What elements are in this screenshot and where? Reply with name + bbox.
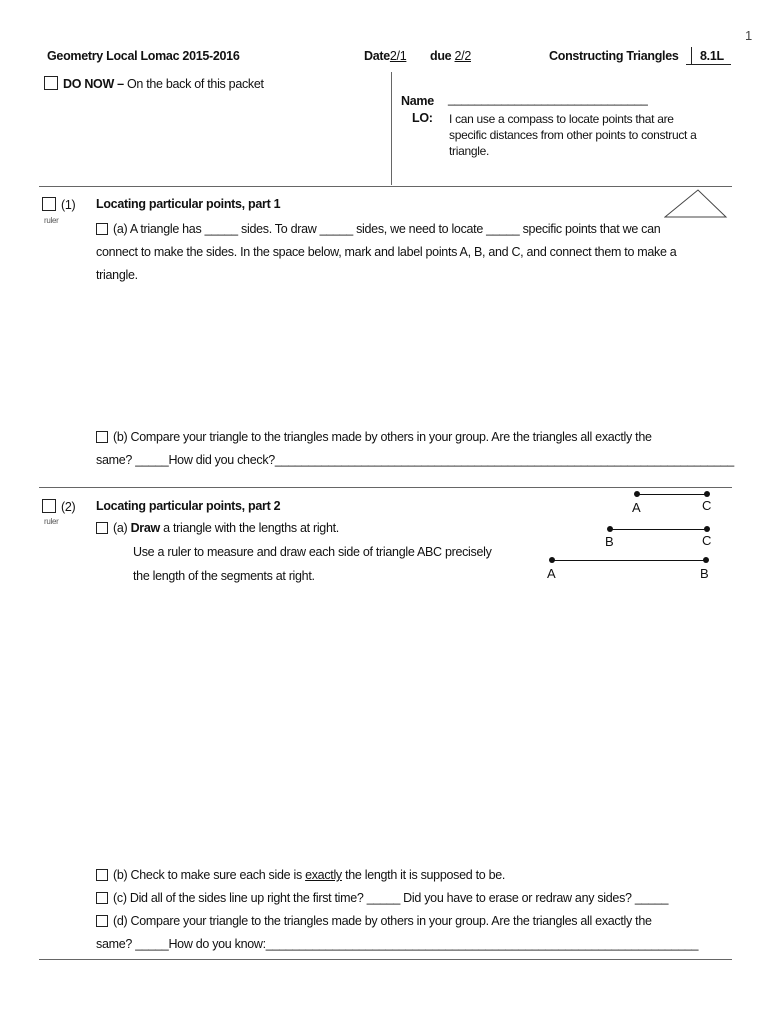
q2c-text: (c) Did all of the sides line up right the first time? _____ Did you have to erase or redraw any sides? _____ (113, 891, 669, 905)
segment-bc-right-dot (704, 526, 710, 532)
segment-bc-right-label: C (702, 533, 712, 548)
q2a-line-1 (96, 521, 339, 535)
q2b-underlined: exactly (305, 868, 342, 882)
q1a-line-3: triangle. (96, 268, 138, 282)
code-underline (686, 64, 731, 65)
q1-part-b (96, 426, 736, 472)
segment-ab-line (552, 560, 706, 561)
q2-title: Locating particular points, part 2 (96, 499, 281, 513)
code-divider (691, 47, 692, 64)
segment-ab-left-dot (549, 557, 555, 563)
q2-checkbox[interactable] (42, 499, 56, 513)
lo-label: LO: (412, 111, 433, 125)
segment-ac-right-label: C (702, 498, 712, 513)
lesson-code: 8.1L (700, 49, 724, 63)
segment-bc-left-label: B (605, 534, 614, 549)
due-value: 2/2 (454, 49, 471, 63)
divider-1 (39, 186, 732, 187)
q1a-line-2: connect to make the sides. In the space below, mark and label points A, B, and C, and connect them to make a (96, 245, 677, 259)
q2d (96, 910, 736, 933)
q2a-rest: a triangle with the lengths at right. (163, 521, 339, 535)
course-title: Geometry Local Lomac 2015-2016 (47, 49, 240, 63)
q1-tool: ruler (44, 216, 59, 225)
q2d-checkbox[interactable] (96, 915, 108, 927)
q2a-line-2: Use a ruler to measure and draw each side of triangle ABC precisely (133, 545, 492, 559)
q1-part-a (96, 218, 736, 287)
q2c (96, 887, 736, 910)
name-label: Name (401, 94, 434, 108)
segment-bc-left-dot (607, 526, 613, 532)
date-label: Date (364, 49, 390, 63)
lo-line-3: triangle. (449, 144, 489, 158)
due-field (430, 49, 471, 63)
q1a-checkbox[interactable] (96, 223, 108, 235)
date-value: 2/1 (389, 49, 407, 63)
q2d-line-2: same? _____How do you know:_________________________________________________________________ (96, 937, 699, 951)
q2-number (42, 499, 75, 514)
q1b-line-2: same? _____How did you check?_____________________________________________________________________ (96, 453, 734, 467)
do-now-label: DO NOW – (63, 77, 124, 91)
q2d-line-1: (d) Compare your triangle to the triangles made by others in your group. Are the triangles all exactly the (113, 914, 652, 928)
divider-2 (39, 487, 732, 488)
q2a-checkbox[interactable] (96, 522, 108, 534)
lo-line-2: specific distances from other points to construct a (449, 128, 697, 142)
q1-number (42, 197, 75, 212)
q2a-bold: Draw (130, 521, 160, 535)
segment-ac-left-label: A (632, 500, 641, 515)
q2b (96, 864, 736, 887)
name-field[interactable]: ______________________________ (448, 92, 648, 106)
do-now-text: On the back of this packet (126, 77, 264, 91)
segment-ab-left-label: A (547, 566, 556, 581)
q2b-checkbox[interactable] (96, 869, 108, 881)
q2b-post: the length it is supposed to be. (345, 868, 506, 882)
segment-ac-right-dot (704, 491, 710, 497)
segment-ab-right-dot (703, 557, 709, 563)
segment-ac-line (637, 494, 707, 495)
q1b-line-1: (b) Compare your triangle to the triangles made by others in your group. Are the triangles all exactly the (113, 430, 652, 444)
q2c-checkbox[interactable] (96, 892, 108, 904)
q2-parts-bcd (96, 864, 736, 956)
segment-ac-left-dot (634, 491, 640, 497)
segment-bc-line (610, 529, 707, 530)
q1a-line-1: (a) A triangle has _____ sides. To draw _____ sides, we need to locate _____ specific points that we can (113, 222, 661, 236)
q2-tool: ruler (44, 517, 59, 526)
due-label: due (430, 49, 452, 63)
date-field (364, 49, 406, 63)
segment-ab-right-label: B (700, 566, 709, 581)
q2a-line-3: the length of the segments at right. (133, 569, 315, 583)
name-box-divider (391, 72, 392, 185)
do-now-checkbox[interactable] (44, 76, 58, 90)
divider-3 (39, 959, 732, 960)
q2-number-label: (2) (61, 500, 76, 514)
q1b-checkbox[interactable] (96, 431, 108, 443)
triangle-icon (664, 189, 728, 219)
q1-number-label: (1) (61, 198, 76, 212)
q2a-prefix: (a) (113, 521, 128, 535)
q1-checkbox[interactable] (42, 197, 56, 211)
page-number: 1 (745, 28, 752, 43)
lo-line-1: I can use a compass to locate points that are (449, 112, 674, 126)
topic-title: Constructing Triangles (549, 49, 679, 63)
q1-title: Locating particular points, part 1 (96, 197, 281, 211)
lo-text (449, 111, 697, 159)
q2b-pre: (b) Check to make sure each side is (113, 868, 302, 882)
do-now (44, 76, 264, 91)
